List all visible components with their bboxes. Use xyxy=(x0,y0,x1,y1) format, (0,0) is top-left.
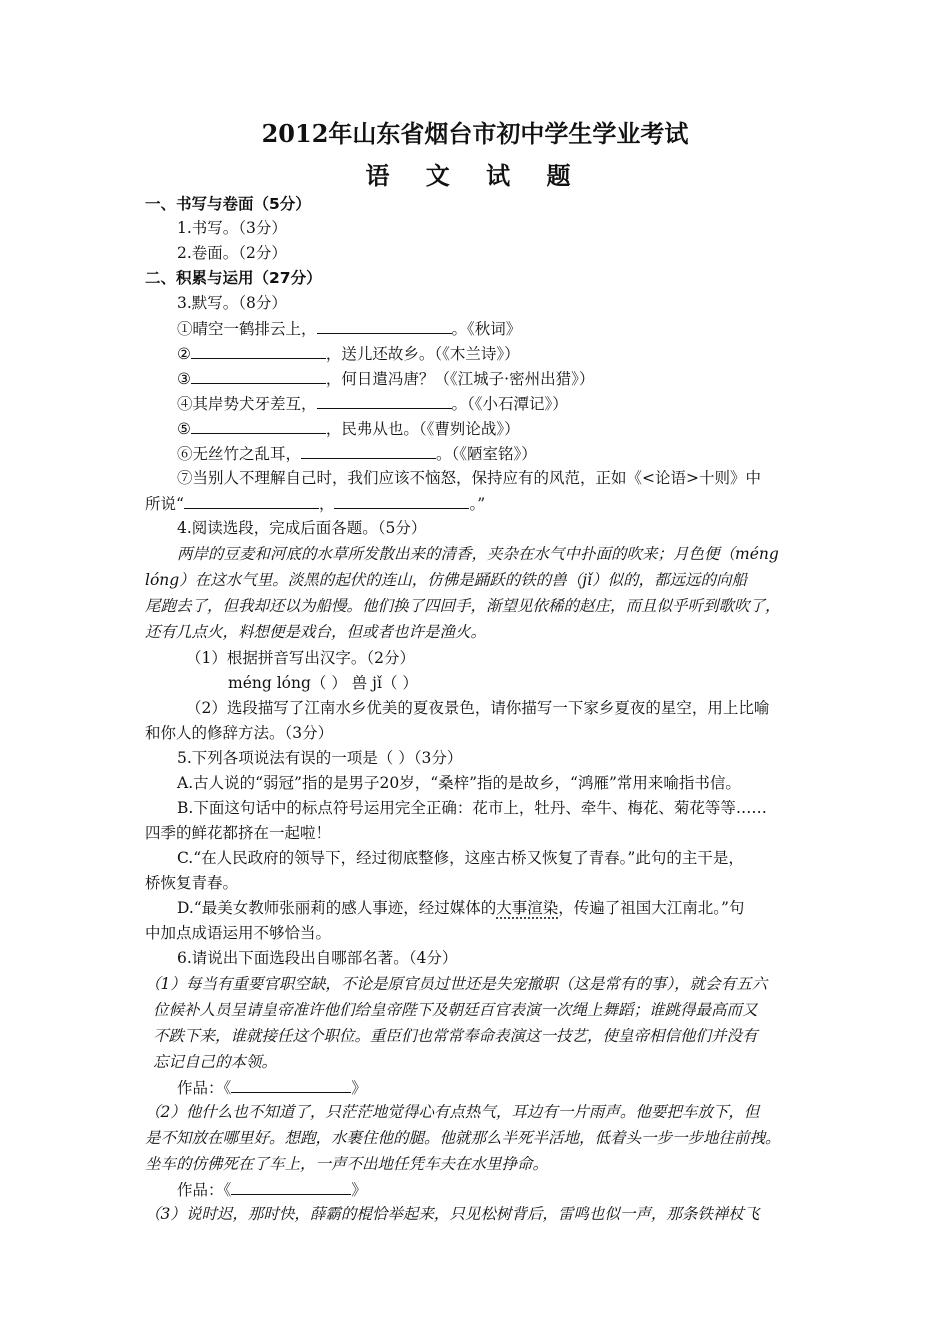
answer-blank[interactable] xyxy=(191,418,326,434)
answer-blank[interactable] xyxy=(191,343,326,359)
dictation-3: ③ ，何日遣冯唐？（《江城子·密州出猎》） xyxy=(177,370,595,388)
section-2-heading: 二、积累与运用（27分） xyxy=(145,269,322,287)
excerpt-1-line-4: 忘记自己的本领。 xyxy=(153,1053,278,1071)
option-b-line-1: B.下面这句话中的标点符号运用完全正确：花市上，牡丹、牵牛、梅花、菊花等等…… xyxy=(177,799,767,817)
dictation-1: ①晴空一鹤排云上， 。《秋词》 xyxy=(177,320,522,338)
option-c-line-1: C.“在人民政府的领导下，经过彻底整修，这座古桥又恢复了青春。”此句的主干是， xyxy=(177,849,744,867)
work-answer-1: 作品：《 》 xyxy=(177,1079,367,1097)
option-c-line-2: 桥恢复青春。 xyxy=(145,874,239,892)
excerpt-2-line-1: （2）他什么也不知道了，只茫茫地觉得心有点热气，耳边有一片雨声。他要把车放下，但 xyxy=(145,1103,760,1121)
question-2: 2.卷面。（2分） xyxy=(177,244,287,262)
excerpt-1-line-3: 不跌下来，谁就接任这个职位。重臣们也常常奉命表演这一技艺，使皇帝相信他们并没有 xyxy=(153,1027,758,1045)
question-4-2-line-2: 和你人的修辞方法。（3分） xyxy=(145,724,334,742)
answer-blank[interactable] xyxy=(184,493,319,509)
option-b-line-2: 四季的鲜花都挤在一起啦！ xyxy=(145,824,332,842)
answer-blank[interactable] xyxy=(317,393,452,409)
exam-title: 2012年山东省烟台市初中学生学业考试 xyxy=(261,119,689,148)
dotted-idiom: 大事渲染 xyxy=(496,899,559,917)
question-4-2-line-1: （2）选段描写了江南水乡优美的夏夜景色，请你描写一下家乡夏夜的星空，用上比喻 xyxy=(186,699,770,717)
passage-line-3: 尾跑去了，但我却还以为船慢。他们换了四回手，渐望见依稀的赵庄，而且似乎听到歌吹了， xyxy=(145,597,781,615)
dictation-2: ② ，送儿还故乡。（《木兰诗》） xyxy=(177,345,520,363)
section-1-heading: 一、书写与卷面（5分） xyxy=(145,195,311,213)
dictation-7-line-2: 所说“ ， 。” xyxy=(145,495,486,513)
excerpt-2-line-2: 是不知放在哪里好。想跑，水裹住他的腿。他就那么半死半活地，低着头一步一步地往前拽。 xyxy=(145,1129,781,1147)
answer-blank[interactable] xyxy=(301,443,436,459)
dictation-7-line-1: ⑦当别人不理解自己时，我们应该不恼怒，保持应有的风范，正如《<论语>十则》中 xyxy=(177,469,761,487)
excerpt-3-line-1: （3）说时迟，那时快，薛霸的棍恰举起来，只见松树背后，雷鸣也似一声，那条铁禅杖飞 xyxy=(145,1205,760,1223)
question-4-1: （1）根据拼音写出汉字。（2分） xyxy=(186,649,415,667)
passage-line-2: lóng）在这水气里。淡黑的起伏的连山，仿佛是踊跃的铁的兽（jǐ）似的，都远远的向船 xyxy=(145,571,747,589)
work-answer-blank[interactable] xyxy=(231,1179,351,1195)
option-d-line-1: D.“最美女教师张丽莉的感人事迹，经过媒体的大事渲染，传遍了祖国大江南北。”句 xyxy=(177,899,745,917)
question-6: 6.请说出下面选段出自哪部名著。（4分） xyxy=(177,949,458,967)
question-3: 3.默写。（8分） xyxy=(177,294,287,312)
passage-line-4: 还有几点火，料想便是戏台，但或者也许是渔火。 xyxy=(145,623,487,641)
dictation-4: ④其岸势犬牙差互， 。（《小石潭记》） xyxy=(177,395,568,413)
question-4-1-pinyin: méng lóng（ ） 兽 jǐ（ ） xyxy=(228,674,418,692)
dictation-5: ⑤ ，民弗从也。（《曹刿论战》） xyxy=(177,420,520,438)
excerpt-1-line-1: （1）每当有重要官职空缺，不论是原官员过世还是失宠撤职（这是常有的事），就会有五六 xyxy=(145,975,768,993)
question-4: 4.阅读选段，完成后面各题。（5分） xyxy=(177,519,427,537)
dictation-6: ⑥无丝竹之乱耳， 。（《陋室铭》） xyxy=(177,445,537,463)
exam-subtitle: 语 文 试 题 xyxy=(365,161,585,190)
question-1: 1.书写。（3分） xyxy=(177,219,287,237)
passage-line-1: 两岸的豆麦和河底的水草所发散出来的清香，夹杂在水气中扑面的吹来；月色便（méng xyxy=(177,545,779,563)
work-answer-blank[interactable] xyxy=(231,1077,351,1093)
option-a: A.古人说的“弱冠”指的是男子20岁，“桑梓”指的是故乡，“鸿雁”常用来喻指书信。 xyxy=(177,774,741,792)
question-5: 5.下列各项说法有误的一项是（ ）（3分） xyxy=(177,749,463,767)
work-answer-2: 作品：《 》 xyxy=(177,1181,367,1199)
answer-blank[interactable] xyxy=(317,318,452,334)
excerpt-1-line-2: 位候补人员呈请皇帝准许他们给皇帝陛下及朝廷百官表演一次绳上舞蹈；谁跳得最高而又 xyxy=(153,1001,758,1019)
option-d-line-2: 中加点成语运用不够恰当。 xyxy=(145,924,332,942)
answer-blank[interactable] xyxy=(334,493,469,509)
excerpt-2-line-3: 坐车的仿佛死在了车上，一声不出地任凭车夫在水里挣命。 xyxy=(145,1155,549,1173)
answer-blank[interactable] xyxy=(191,368,326,384)
